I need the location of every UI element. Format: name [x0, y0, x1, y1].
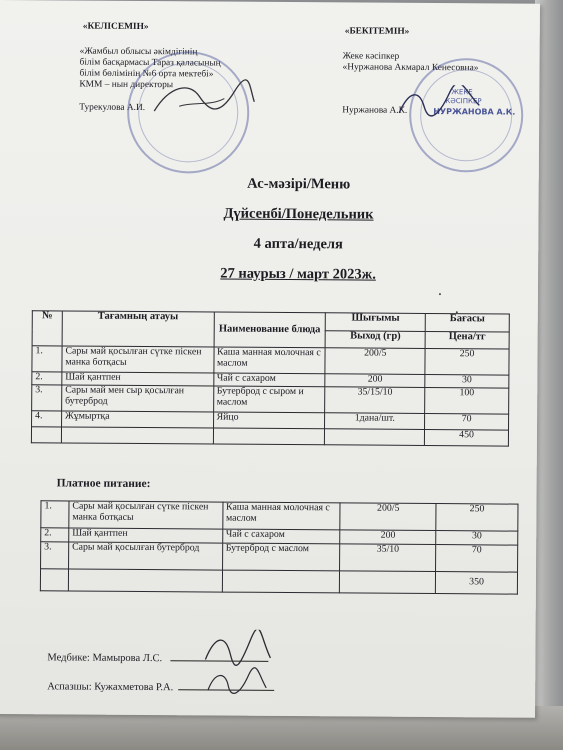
paid-section-title: Платное питание: — [56, 477, 151, 491]
row-name-ru: Каша манная молочная с маслом — [213, 347, 325, 374]
menu-table-header-row — [32, 311, 509, 332]
row-yield: 35/15/10 — [325, 387, 425, 414]
table-row — [32, 346, 509, 375]
approval-right-title: «БЕКІТЕМІН» — [344, 26, 410, 37]
title-week: 4 апта/неделя — [253, 235, 343, 253]
table-total: 450 — [425, 429, 509, 446]
row-name-ru: Чай с сахаром — [213, 373, 325, 387]
row-yield: 35/10 — [340, 544, 436, 572]
title-day: Дүйсенбі/Понедельник — [223, 205, 374, 223]
nurse-signature — [195, 629, 275, 670]
row-price: 100 — [425, 387, 509, 414]
cook-signature — [200, 665, 270, 697]
row-name-ru: Яйцо — [213, 412, 325, 429]
table-row — [32, 385, 509, 414]
table-row — [41, 542, 518, 572]
row-yield: 200/5 — [325, 348, 425, 375]
row-num: 2. — [41, 528, 69, 542]
col-name-ru-header: Наименование блюда — [214, 312, 326, 348]
row-price: 30 — [436, 531, 518, 546]
approval-left-line3: білім бөлімінің №6 орта мектебі» — [79, 68, 214, 80]
approval-right-signer: Нуржанова А.К. — [342, 105, 408, 116]
stamp-text-2: КӘСІПКЕР — [445, 97, 482, 106]
row-name-kz: Сары май қосылған сүтке піскен манка ботқасы — [62, 346, 214, 373]
row-name-kz: Сары май қосылған сүтке піскен манка ботқасы — [69, 501, 223, 529]
row-num: 1. — [41, 501, 69, 528]
approval-right-line1: Жеке кәсіпкер — [342, 51, 400, 62]
stamp-text-1: ЖЕКЕ — [451, 88, 473, 97]
title-date: 27 наурыз / март 2023ж. — [220, 265, 376, 283]
row-price: 250 — [436, 504, 518, 532]
col-num-header: № — [32, 311, 62, 346]
table-row — [41, 501, 518, 531]
col-price-ru-header: Цена/тг — [425, 331, 509, 349]
stamp-text-3: НУРЖАНОВА А.К. — [433, 107, 516, 117]
approval-left-title: «КЕЛІСЕМІН» — [82, 21, 149, 33]
row-price: 250 — [425, 348, 509, 375]
row-num: 2. — [32, 372, 62, 385]
approval-right-line2: «Нуржанова Акмарал Кенесовна» — [342, 62, 479, 74]
row-name-kz: Сары май мен сыр қосылған бутерброд — [62, 385, 214, 412]
col-yield-kz-header: Шығымы — [326, 313, 426, 332]
nurse-label: Медбике: Мамырова Л.С. — [47, 652, 163, 665]
row-yield: 200 — [340, 530, 436, 545]
row-yield: 200 — [325, 374, 425, 388]
row-name-ru: Чай с сахаром — [222, 529, 340, 544]
row-num: 4. — [32, 411, 62, 427]
director-signature — [149, 76, 259, 122]
row-num: 3. — [32, 385, 62, 411]
row-num: 1. — [32, 346, 62, 372]
row-num: 3. — [41, 542, 69, 569]
entrepreneur-signature — [394, 85, 484, 121]
row-price: 70 — [425, 413, 509, 430]
title-menu: Ас-мәзірі/Меню — [247, 175, 351, 193]
menu-table — [31, 310, 510, 446]
table-total-row — [40, 569, 517, 594]
row-name-kz: Жұмыртқа — [61, 411, 213, 428]
col-yield-ru-header: Выход (гр) — [325, 331, 425, 349]
approval-left-line2: білім басқармасы Тараз қаласының — [79, 57, 221, 69]
row-name-kz: Шай қантпен — [69, 528, 223, 543]
col-price-kz-header: Бағасы — [425, 313, 509, 332]
row-yield: 200/5 — [340, 503, 436, 531]
row-yield: 1дана/шт. — [325, 413, 425, 430]
col-name-kz-header: Тағамның атауы — [62, 311, 214, 347]
cook-label: Аспазшы: Кужахметова Р.А. — [47, 681, 174, 694]
row-name-kz: Сары май қосылған бутерброд — [68, 542, 222, 570]
ink-dot — [439, 293, 441, 295]
paid-table — [40, 500, 519, 594]
row-name-ru: Бутерброд с сыром и маслом — [213, 386, 325, 413]
row-name-ru: Бутерброд с маслом — [222, 543, 340, 571]
row-name-ru: Каша манная молочная с маслом — [222, 502, 340, 530]
approval-left-line1: «Жамбыл облысы әкімдігінің — [79, 46, 198, 58]
row-name-kz: Шай қантпен — [62, 372, 214, 386]
row-price: 70 — [436, 545, 518, 573]
approval-left-signer: Турекулова А.И. — [79, 102, 146, 114]
table-total-row — [31, 427, 508, 446]
approval-left-line4: КММ – нын директоры — [79, 79, 174, 91]
table-total: 350 — [436, 572, 518, 595]
row-price: 30 — [425, 374, 509, 388]
